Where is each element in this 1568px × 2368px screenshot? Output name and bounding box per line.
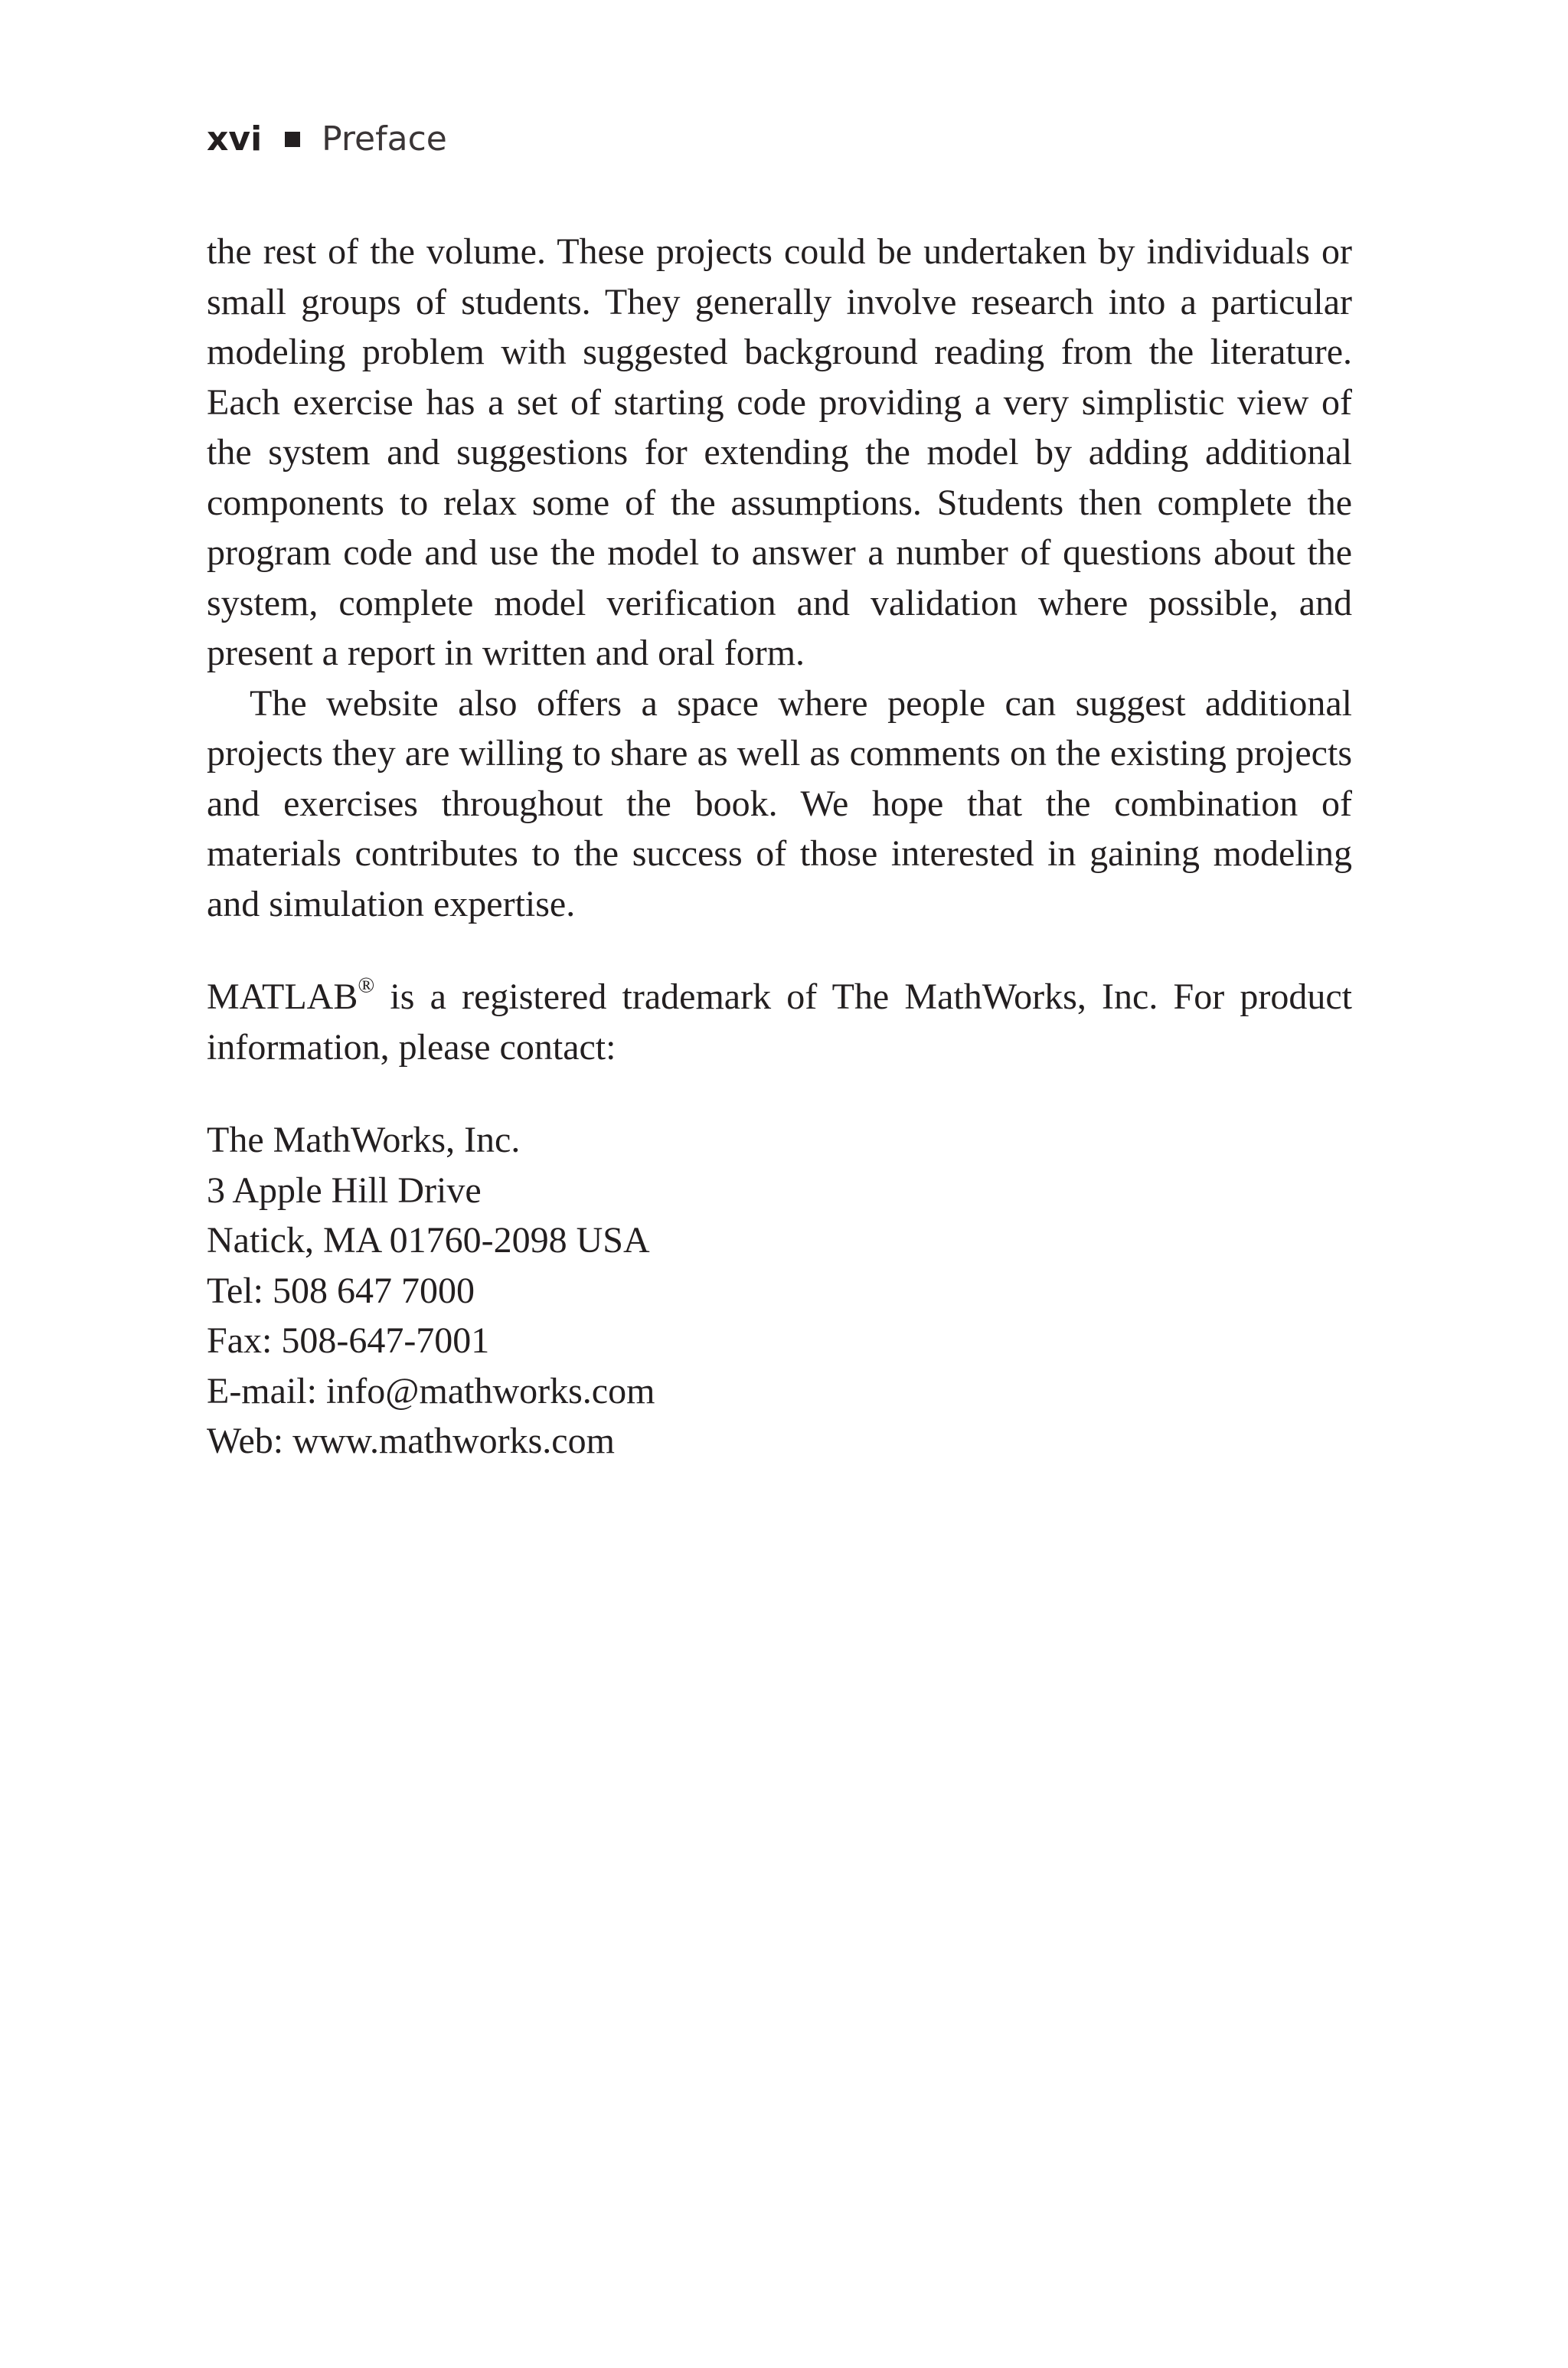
section-title: Preface (322, 119, 447, 159)
paragraph-1: the rest of the volume. These projects could be undertaken by individuals or small groups of students. They generally involve research into a particular modeling problem with suggested background reading from the literature. Each exercise has a set of starting code providing a very simplistic view of the system and suggestions for extending the model by adding additional components to relax some of the assumptions. Students then complete the program code and use the model to answer a number of questions about the system, complete model verification and validation where possible, and present a report in written and oral form. (207, 231, 1352, 673)
email: E-mail: info@mathworks.com (207, 1370, 655, 1411)
fax: Fax: 508-647-7001 (207, 1320, 490, 1361)
telephone: Tel: 508 647 7000 (207, 1270, 475, 1311)
city-line: Natick, MA 01760-2098 USA (207, 1220, 650, 1261)
page-number: xvi (207, 119, 263, 159)
running-head (207, 116, 447, 162)
page-body (207, 227, 1352, 1467)
website: Web: www.mathworks.com (207, 1421, 615, 1461)
square-bullet-icon (285, 132, 300, 147)
trademark-text: is a registered trademark of The MathWorks, Inc. For product information, please contact: (207, 976, 1352, 1068)
product-name: MATLAB (207, 976, 358, 1017)
trademark-notice (207, 972, 1352, 1072)
street-address: 3 Apple Hill Drive (207, 1169, 482, 1211)
registered-mark: ® (358, 973, 375, 998)
contact-address (207, 1115, 1352, 1467)
paragraph-2: The website also offers a space where people can suggest additional projects they are willing to share as well as comments on the existing projects and exercises throughout the book. We hope that the combination of materials contributes to the success of those interested in gaining modeling and simulation expertise. (207, 682, 1352, 924)
company-name: The MathWorks, Inc. (207, 1120, 521, 1160)
